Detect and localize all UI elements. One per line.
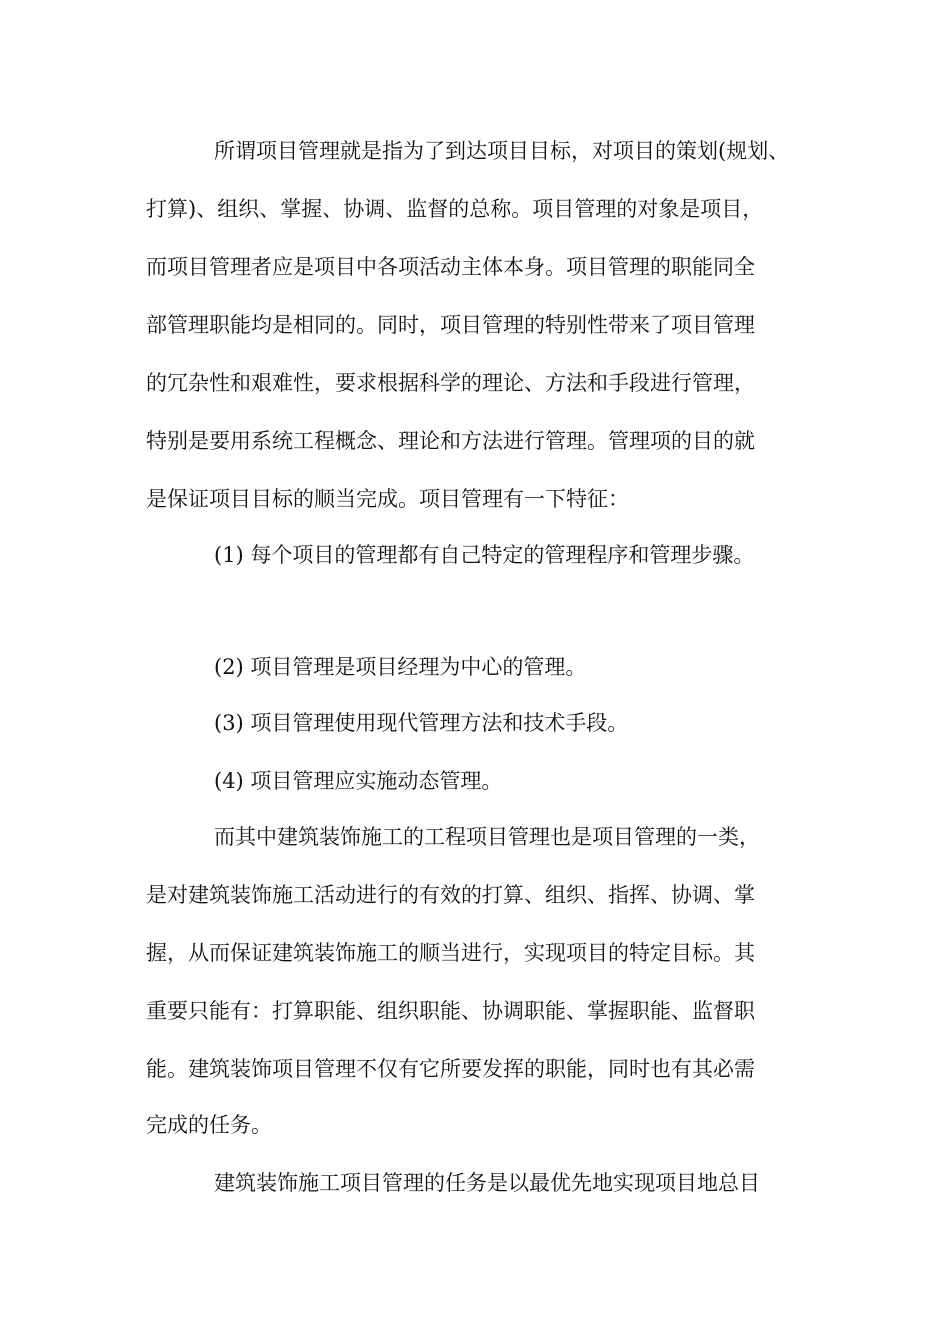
paragraph-2-line-6: 完成的任务。	[146, 1113, 272, 1137]
list-item-3: (3) 项目管理使用现代管理方法和技术手段。	[214, 711, 629, 735]
paragraph-2-line-3: 握，从而保证建筑装饰施工的顺当进行，实现项目的特定目标。其	[146, 941, 755, 965]
paragraph-1-line-2: 打算)、组织、掌握、协调、监督的总称。项目管理的对象是项目，	[146, 197, 764, 221]
paragraph-1-line-6: 特别是要用系统工程概念、理论和方法进行管理。管理项的目的就	[146, 429, 755, 453]
paragraph-2-line-5: 能。建筑装饰项目管理不仅有它所要发挥的职能，同时也有其必需	[146, 1057, 755, 1081]
list-item-2: (2) 项目管理是项目经理为中心的管理。	[214, 655, 587, 679]
paragraph-2-line-4: 重要只能有：打算职能、组织职能、协调职能、掌握职能、监督职	[146, 999, 755, 1023]
list-item-1: (1) 每个项目的管理都有自己特定的管理程序和管理步骤。	[214, 543, 755, 567]
paragraph-1-line-3: 而项目管理者应是项目中各项活动主体本身。项目管理的职能同全	[146, 255, 755, 279]
list-item-4: (4) 项目管理应实施动态管理。	[214, 769, 503, 793]
paragraph-1-line-4: 部管理职能均是相同的。同时，项目管理的特别性带来了项目管理	[146, 313, 755, 337]
paragraph-2-line-1: 而其中建筑装饰施工的工程项目管理也是项目管理的一类，	[214, 825, 760, 849]
paragraph-2-line-2: 是对建筑装饰施工活动进行的有效的打算、组织、指挥、协调、掌	[146, 883, 755, 907]
paragraph-1-line-1: 所谓项目管理就是指为了到达项目目标，对项目的策划(规划、	[214, 139, 790, 163]
paragraph-1-line-7: 是保证项目目标的顺当完成。项目管理有一下特征：	[146, 487, 629, 511]
paragraph-3-line-1: 建筑装饰施工项目管理的任务是以最优先地实现项目地总目	[214, 1171, 760, 1195]
paragraph-1-line-5: 的冗杂性和艰难性，要求根据科学的理论、方法和手段进行管理，	[146, 371, 755, 395]
